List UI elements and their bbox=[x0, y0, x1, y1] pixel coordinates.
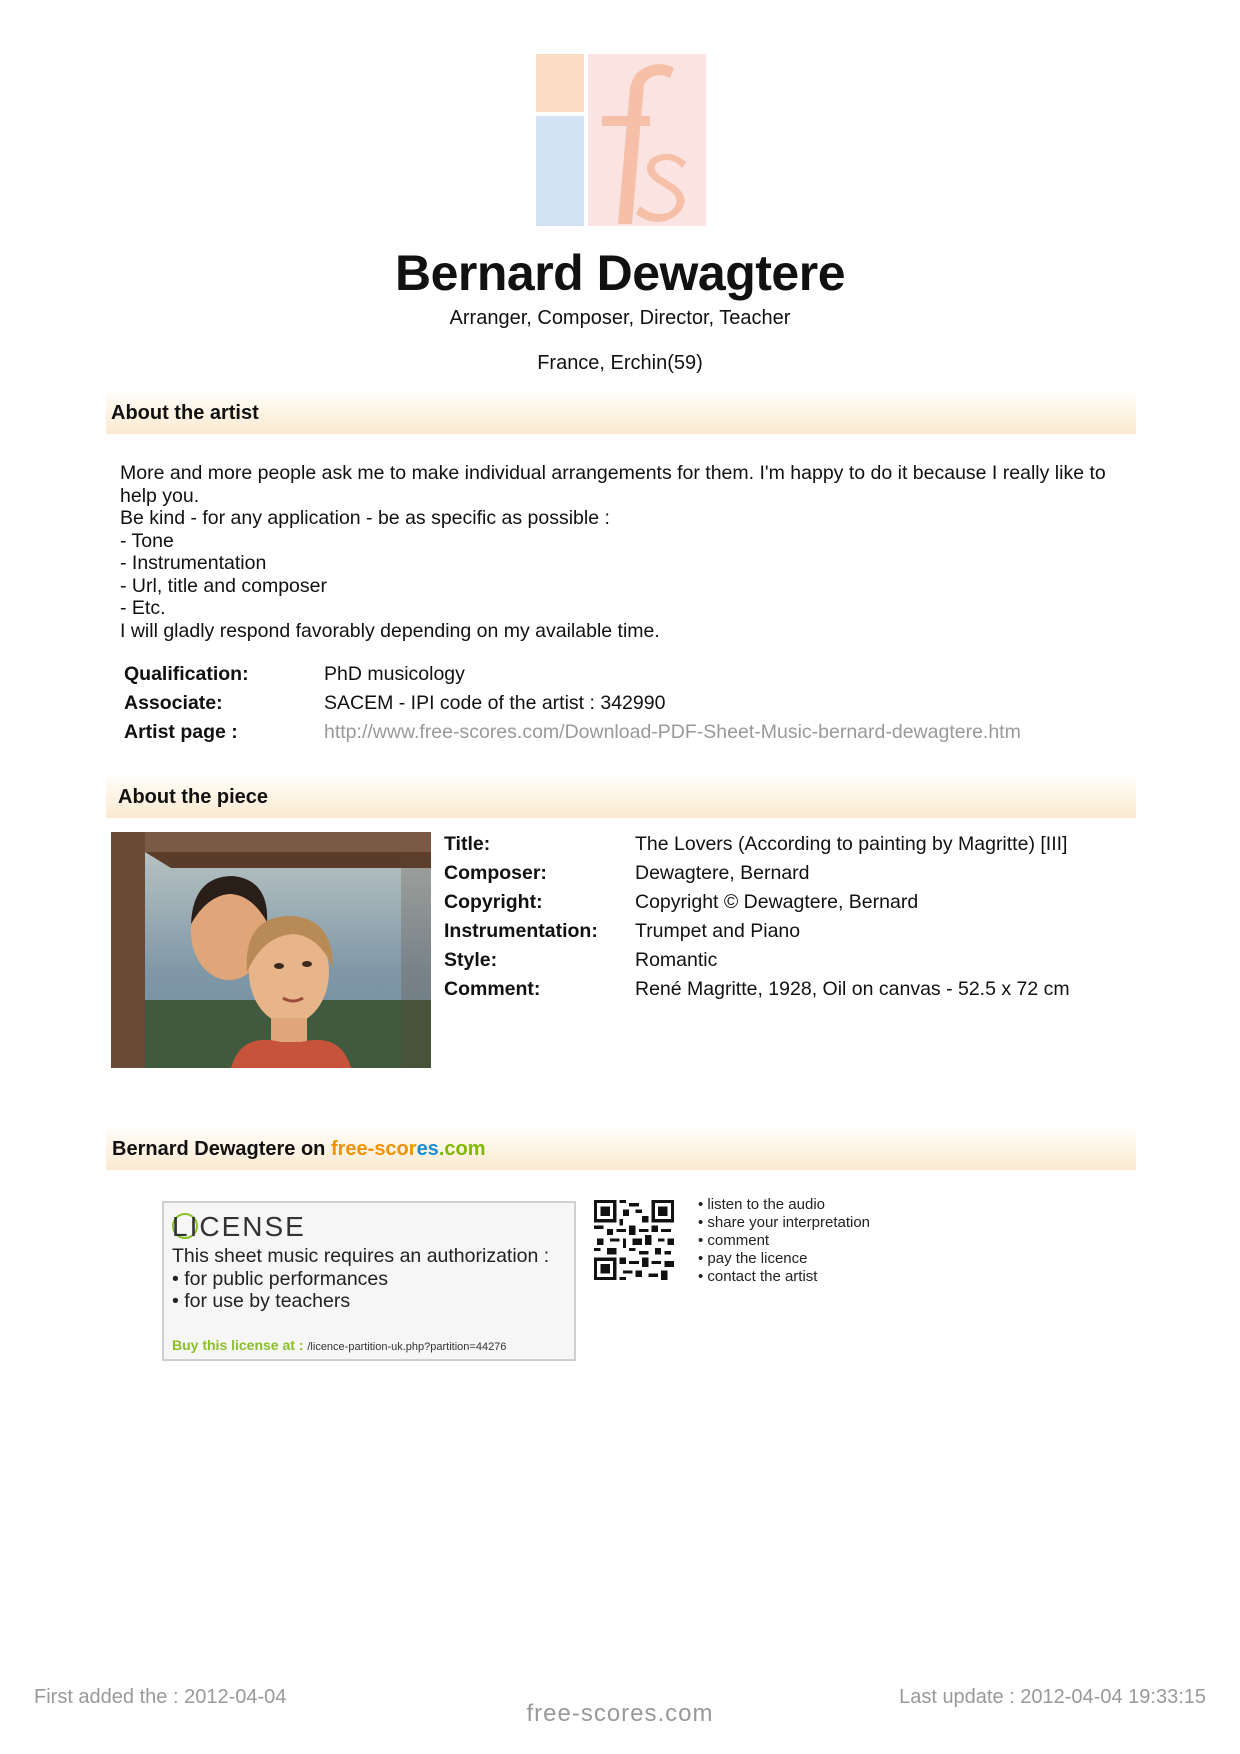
piece-instrumentation-label: Instrumentation: bbox=[444, 920, 598, 942]
piece-instrumentation-row bbox=[444, 917, 1070, 946]
piece-title-label: Title: bbox=[444, 833, 491, 855]
artist-name: Bernard Dewagtere bbox=[395, 245, 845, 301]
piece-style-row bbox=[444, 946, 1070, 975]
brand-com: .com bbox=[438, 1138, 486, 1160]
associate-value: SACEM - IPI code of the artist : 342990 bbox=[324, 692, 666, 714]
about-artist-heading-text: About the artist bbox=[111, 402, 259, 424]
piece-composer-row bbox=[444, 859, 1070, 888]
license-line: • for use by teachers bbox=[172, 1290, 351, 1312]
piece-style-label: Style: bbox=[444, 949, 498, 971]
free-scores-logo bbox=[536, 54, 706, 226]
piece-comment-label: Comment: bbox=[444, 978, 541, 1000]
about-line: I will gladly respond favorably depending on my available time. bbox=[120, 619, 660, 642]
qualification-row bbox=[124, 660, 1021, 689]
about-line: - Tone bbox=[120, 529, 174, 552]
action-share-interpretation[interactable]: • share your interpretation bbox=[698, 1214, 871, 1231]
action-contact-artist[interactable]: • contact the artist bbox=[698, 1268, 818, 1285]
qualification-label: Qualification: bbox=[124, 663, 249, 685]
piece-copyright-value: Copyright © Dewagtere, Bernard bbox=[635, 891, 919, 913]
license-title: LICENSE bbox=[172, 1211, 306, 1242]
about-line: More and more people ask me to make individual arrangements for them. I'm happy to do it because I really like to help you. bbox=[120, 462, 1106, 507]
qr-code-icon[interactable] bbox=[594, 1200, 674, 1280]
last-update: Last update : 2012-04-04 19:33:15 bbox=[899, 1686, 1206, 1708]
painting-image bbox=[111, 832, 431, 1068]
footer-brand: free-scores.com bbox=[526, 1700, 714, 1727]
license-buy bbox=[172, 1337, 572, 1353]
piece-info-table bbox=[444, 830, 1070, 1004]
brand-scor: scor bbox=[374, 1138, 417, 1160]
piece-composer-value: Dewagtere, Bernard bbox=[635, 862, 810, 884]
license-line: This sheet music requires an authorization : bbox=[172, 1245, 550, 1267]
artist-roles: Arranger, Composer, Director, Teacher bbox=[449, 307, 791, 329]
piece-title-row bbox=[444, 830, 1070, 859]
artist-info-table bbox=[124, 660, 1021, 747]
brand-es: es bbox=[416, 1138, 439, 1160]
piece-comment-row bbox=[444, 975, 1070, 1004]
about-line: Be kind - for any application - be as specific as possible : bbox=[120, 507, 610, 529]
artist-location: France, Erchin(59) bbox=[537, 352, 703, 374]
piece-copyright-row bbox=[444, 888, 1070, 917]
piece-style-value: Romantic bbox=[635, 949, 718, 971]
about-line: - Instrumentation bbox=[120, 552, 267, 574]
artist-page-label: Artist page : bbox=[124, 721, 238, 743]
on-freescores-prefix: Bernard Dewagtere on bbox=[112, 1138, 331, 1160]
license-line: • for public performances bbox=[172, 1267, 389, 1290]
about-line: - Etc. bbox=[120, 597, 166, 619]
piece-instrumentation-value: Trumpet and Piano bbox=[635, 920, 801, 942]
associate-label: Associate: bbox=[124, 692, 223, 714]
qualification-value: PhD musicology bbox=[324, 663, 465, 685]
piece-comment-value: René Magritte, 1928, Oil on canvas - 52.5 x 72 cm bbox=[635, 978, 1070, 1000]
license-text bbox=[172, 1245, 572, 1313]
action-comment[interactable]: • comment bbox=[698, 1232, 770, 1249]
buy-license-link[interactable]: /licence-partition-uk.php?partition=44276 bbox=[307, 1341, 507, 1353]
artist-page-link[interactable]: http://www.free-scores.com/Download-PDF-Sheet-Music-bernard-dewagtere.htm bbox=[324, 721, 1021, 743]
piece-composer-label: Composer: bbox=[444, 862, 547, 884]
about-piece-heading bbox=[106, 776, 1136, 818]
buy-license-label: Buy this license at : bbox=[172, 1337, 304, 1353]
actions-list bbox=[698, 1196, 870, 1286]
about-piece-heading-text: About the piece bbox=[118, 786, 269, 808]
about-line: - Url, title and composer bbox=[120, 574, 327, 597]
associate-row bbox=[124, 689, 1021, 718]
brand-free: free- bbox=[330, 1138, 375, 1160]
on-freescores-heading bbox=[106, 1128, 1136, 1170]
first-added: First added the : 2012-04-04 bbox=[34, 1686, 287, 1708]
license-box bbox=[162, 1201, 576, 1361]
artist-page-row bbox=[124, 718, 1021, 747]
about-artist-text bbox=[120, 462, 1130, 642]
piece-copyright-label: Copyright: bbox=[444, 891, 543, 913]
piece-title-value: The Lovers (According to painting by Magritte) [III] bbox=[635, 833, 1068, 855]
action-listen-audio[interactable]: • listen to the audio bbox=[698, 1196, 826, 1213]
action-pay-licence[interactable]: • pay the licence bbox=[698, 1250, 808, 1267]
about-artist-heading bbox=[106, 392, 1136, 434]
